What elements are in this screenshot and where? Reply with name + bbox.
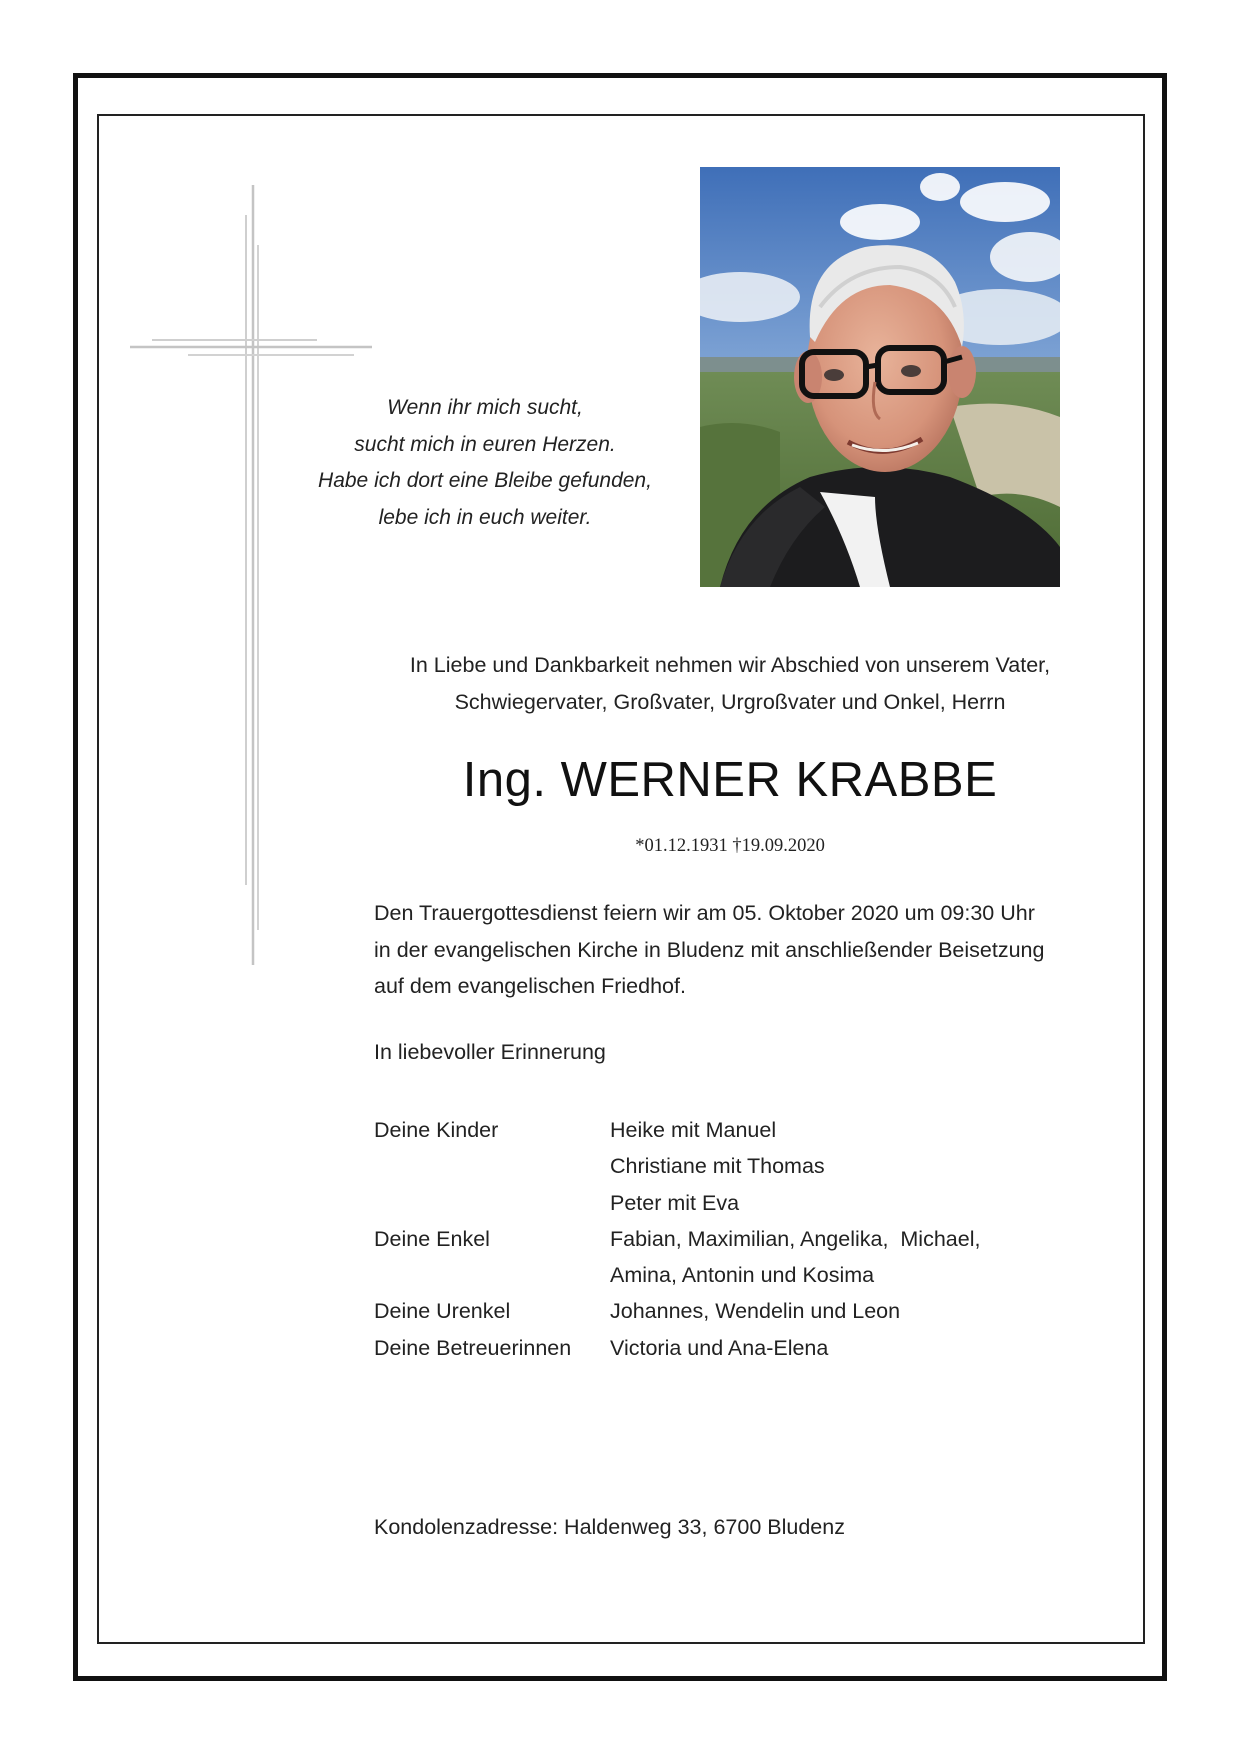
mourner-names <box>610 1112 825 1221</box>
mourner-names <box>610 1293 900 1329</box>
mourner-name: Christiane mit Thomas <box>610 1154 825 1179</box>
mourner-name: Victoria und Ana-Elena <box>610 1335 829 1360</box>
service-details <box>374 895 1134 1005</box>
mourner-names <box>610 1221 980 1294</box>
memorial-verse <box>290 390 680 536</box>
intro-line: In Liebe und Dankbarkeit nehmen wir Abschied von unserem Vater, <box>409 653 1051 677</box>
mourners-list <box>374 1112 1134 1366</box>
mourner-name: Fabian, Maximilian, Angelika, Michael, <box>610 1226 981 1251</box>
mourner-group-great-grandchildren <box>374 1293 1134 1329</box>
mourner-label: Deine Betreuerinnen <box>374 1335 572 1360</box>
verse-line: Habe ich dort eine Bleibe gefunden, <box>318 469 652 492</box>
intro-text <box>360 647 1100 720</box>
remembrance-line: In liebevoller Erinnerung <box>374 1040 606 1064</box>
condolence-address: Kondolenzadresse: Haldenweg 33, 6700 Bludenz <box>374 1515 845 1539</box>
mourner-name: Johannes, Wendelin und Leon <box>610 1299 901 1324</box>
verse-line: Wenn ihr mich sucht, <box>387 396 583 419</box>
mourner-label: Deine Urenkel <box>374 1299 511 1324</box>
mourner-label: Deine Enkel <box>374 1226 490 1251</box>
deceased-name: Ing. WERNER KRABBE <box>462 753 998 807</box>
mourner-group-grandchildren <box>374 1221 1134 1294</box>
verse-line: sucht mich in euren Herzen. <box>354 432 616 456</box>
cross-icon <box>130 185 380 965</box>
mourner-name: Peter mit Eva <box>610 1190 740 1215</box>
mourner-label: Deine Kinder <box>374 1118 499 1142</box>
service-line: Den Trauergottesdienst feiern wir am 05. Oktober 2020 um 09:30 Uhr <box>374 901 1035 925</box>
life-dates: *01.12.1931 †19.09.2020 <box>635 836 825 856</box>
mourner-names <box>610 1330 828 1366</box>
service-line: auf dem evangelischen Friedhof. <box>374 974 686 998</box>
mourner-group-children <box>374 1112 1134 1221</box>
portrait-photo <box>700 167 1060 587</box>
mourner-group-caregivers <box>374 1330 1134 1366</box>
service-line: in der evangelischen Kirche in Bludenz mit anschließender Beisetzung <box>374 937 1045 962</box>
verse-line: lebe ich in euch weiter. <box>378 505 592 529</box>
mourner-name: Heike mit Manuel <box>610 1118 777 1142</box>
intro-line: Schwiegervater, Großvater, Urgroßvater und Onkel, Herrn <box>454 689 1006 714</box>
mourner-name: Amina, Antonin und Kosima <box>610 1263 875 1288</box>
